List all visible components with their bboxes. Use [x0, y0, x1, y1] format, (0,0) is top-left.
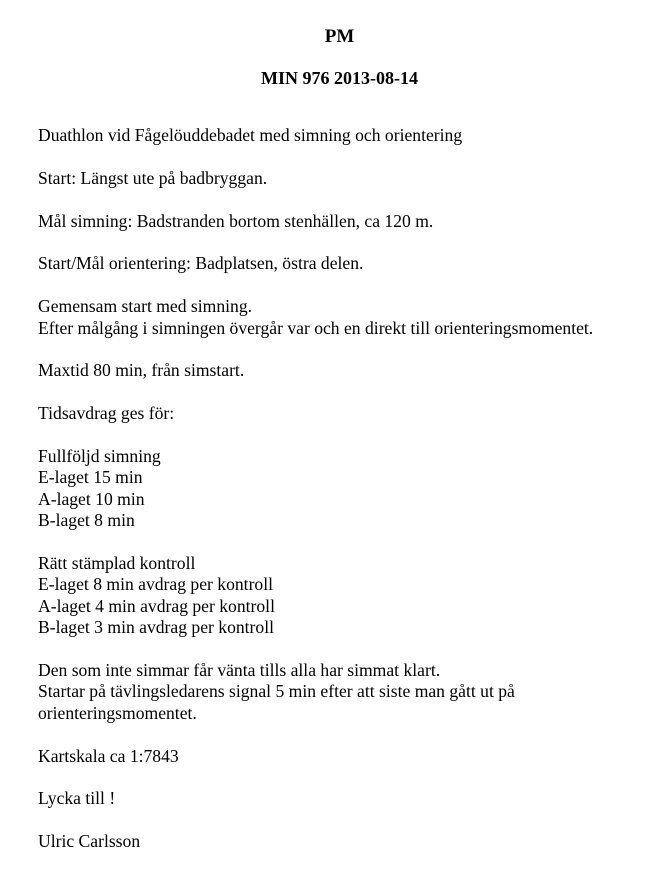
- text-line: A-laget 10 min: [38, 488, 145, 509]
- text-line: Fullföljd simning: [38, 445, 161, 466]
- paragraph-signature: [38, 831, 653, 852]
- signature-name: Ulric Carlsson: [38, 831, 141, 852]
- text-line: A-laget 4 min avdrag per kontroll: [38, 595, 275, 616]
- text-line: Lycka till !: [38, 788, 116, 809]
- paragraph-good-luck: [38, 788, 653, 809]
- paragraph-non-swimmers: [38, 660, 653, 724]
- paragraph-swim-deductions: [38, 446, 653, 532]
- paragraph-swim-finish: [38, 211, 653, 232]
- text-line: E-laget 8 min avdrag per kontroll: [38, 574, 273, 595]
- document-body: [38, 125, 653, 874]
- paragraph-control-deductions: [38, 553, 653, 639]
- text-line: B-laget 3 min avdrag per kontroll: [38, 617, 274, 638]
- paragraph-start: [38, 168, 653, 189]
- text-line: B-laget 8 min: [38, 510, 135, 531]
- paragraph-max-time: [38, 360, 653, 381]
- paragraph-orienteering-start: [38, 253, 653, 274]
- text-line: Mål simning: Badstranden bortom stenhällen, ca 120 m.: [38, 210, 434, 231]
- paragraph-deductions-heading: [38, 403, 653, 424]
- text-line: Gemensam start med simning.: [38, 296, 253, 317]
- document-title: PM: [324, 26, 355, 47]
- text-line: E-laget 15 min: [38, 467, 143, 488]
- text-line: Startar på tävlingsledarens signal 5 min efter att siste man gått ut på: [38, 681, 515, 702]
- paragraph-map-scale: [38, 746, 653, 767]
- text-line: Rätt stämplad kontroll: [38, 553, 196, 573]
- paragraph-intro: [38, 125, 653, 146]
- document-subtitle: MIN 976 2013-08-14: [261, 68, 418, 88]
- text-line: Duathlon vid Fågelöuddebadet med simning och orientering: [38, 125, 463, 145]
- text-line: orienteringsmomentet.: [38, 702, 197, 723]
- text-line: Den som inte simmar får vänta tills alla har simmat klart.: [38, 660, 441, 681]
- text-line: Kartskala ca 1:7843: [38, 745, 179, 766]
- text-line: Efter målgång i simningen övergår var och en direkt till orienteringsmomentet.: [38, 317, 594, 338]
- text-line: Maxtid 80 min, från simstart.: [38, 360, 245, 381]
- paragraph-common-start: [38, 296, 653, 339]
- text-line: Start/Mål orientering: Badplatsen, östra delen.: [38, 253, 364, 274]
- text-line: Start: Längst ute på badbryggan.: [38, 167, 268, 188]
- text-line: Tidsavdrag ges för:: [38, 403, 175, 424]
